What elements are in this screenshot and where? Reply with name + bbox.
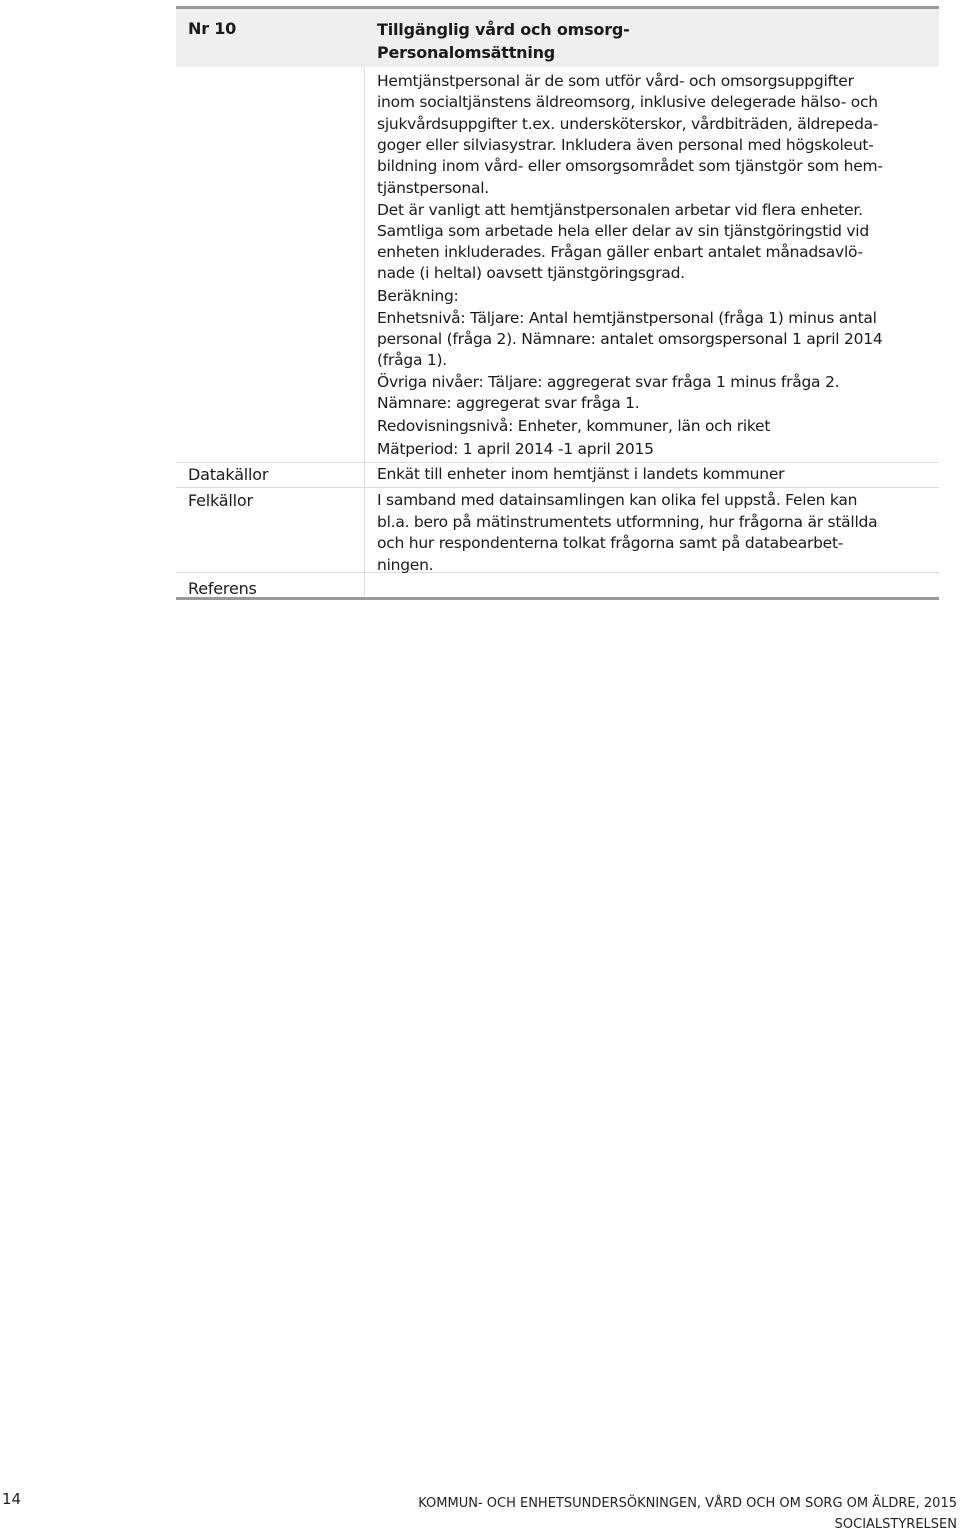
page-number: 14: [2, 1490, 22, 1508]
definition-line: sjukvårdsuppgifter t.ex. undersköterskor, vårdbiträden, äldrepeda-: [377, 114, 879, 133]
definition-line: inom socialtjänstens äldreomsorg, inklusive delegerade hälso- och: [377, 93, 878, 112]
definition-line: Samtliga som arbetade hela eller delar av sin tjänstgöringstid vid: [377, 221, 869, 240]
row-divider-felkallor: [176, 487, 939, 488]
measurement-period: Mätperiod: 1 april 2014 -1 april 2015: [377, 440, 654, 458]
indicator-title-line: Tillgänglig vård och omsorg-: [377, 20, 630, 39]
page-footer: [418, 1493, 957, 1535]
felkallor-label: Felkällor: [188, 491, 253, 510]
definition-line: (fråga 1).: [377, 351, 447, 370]
publication-title: KOMMUN- OCH ENHETSUNDERSÖKNINGEN, VÅRD OCH OM SORG OM ÄLDRE, 2015: [418, 1496, 957, 1511]
column-divider: [364, 67, 365, 597]
publisher-name: SOCIALSTYRELSEN: [834, 1517, 957, 1532]
calculation-heading: Beräkning:: [377, 286, 459, 305]
indicator-number: Nr 10: [188, 19, 237, 38]
datakallor-text: Enkät till enheter inom hemtjänst i landets kommuner: [377, 465, 785, 483]
definition-line: bildning inom vård- eller omsorgsområdet som tjänstgör som hem-: [377, 157, 883, 176]
definition-line: Nämnare: aggregerat svar fråga 1.: [377, 394, 640, 413]
referens-label: Referens: [188, 579, 257, 598]
definition-line: personal (fråga 2). Nämnare: antalet omsorgspersonal 1 april 2014: [377, 329, 883, 348]
definition-line: enheten inkluderades. Frågan gäller enbart antalet månadsavlö-: [377, 243, 863, 262]
felkallor-line: bl.a. bero på mätinstrumentets utformning, hur frågorna är ställda: [377, 512, 878, 531]
definition-line: Hemtjänstpersonal är de som utför vård- och omsorgsuppgifter: [377, 72, 854, 90]
definition-line: Enhetsnivå: Täljare: Antal hemtjänstpersonal (fråga 1) minus antal: [377, 308, 877, 327]
felkallor-line: och hur respondenterna tolkat frågorna samt på databearbet-: [377, 534, 844, 552]
definition-line: Övriga nivåer: Täljare: aggregerat svar fråga 1 minus fråga 2.: [377, 373, 840, 391]
datakallor-label: Datakällor: [188, 465, 269, 484]
definition-line: goger eller silviasystrar. Inkludera även personal med högskoleut-: [377, 135, 874, 154]
definition-line: Det är vanligt att hemtjänstpersonalen arbetar vid flera enheter.: [377, 200, 863, 219]
felkallor-line: ningen.: [377, 555, 434, 574]
indicator-table: [176, 6, 939, 600]
definition-line: tjänstpersonal.: [377, 178, 489, 197]
indicator-title: [377, 18, 630, 64]
reporting-level: Redovisningsnivå: Enheter, kommuner, län och riket: [377, 416, 771, 435]
definition-line: nade (i heltal) oavsett tjänstgöringsgrad.: [377, 264, 685, 283]
indicator-title-line: Personalomsättning: [377, 43, 556, 62]
row-divider-datakallor: [176, 462, 939, 463]
felkallor-line: I samband med datainsamlingen kan olika fel uppstå. Felen kan: [377, 491, 858, 509]
